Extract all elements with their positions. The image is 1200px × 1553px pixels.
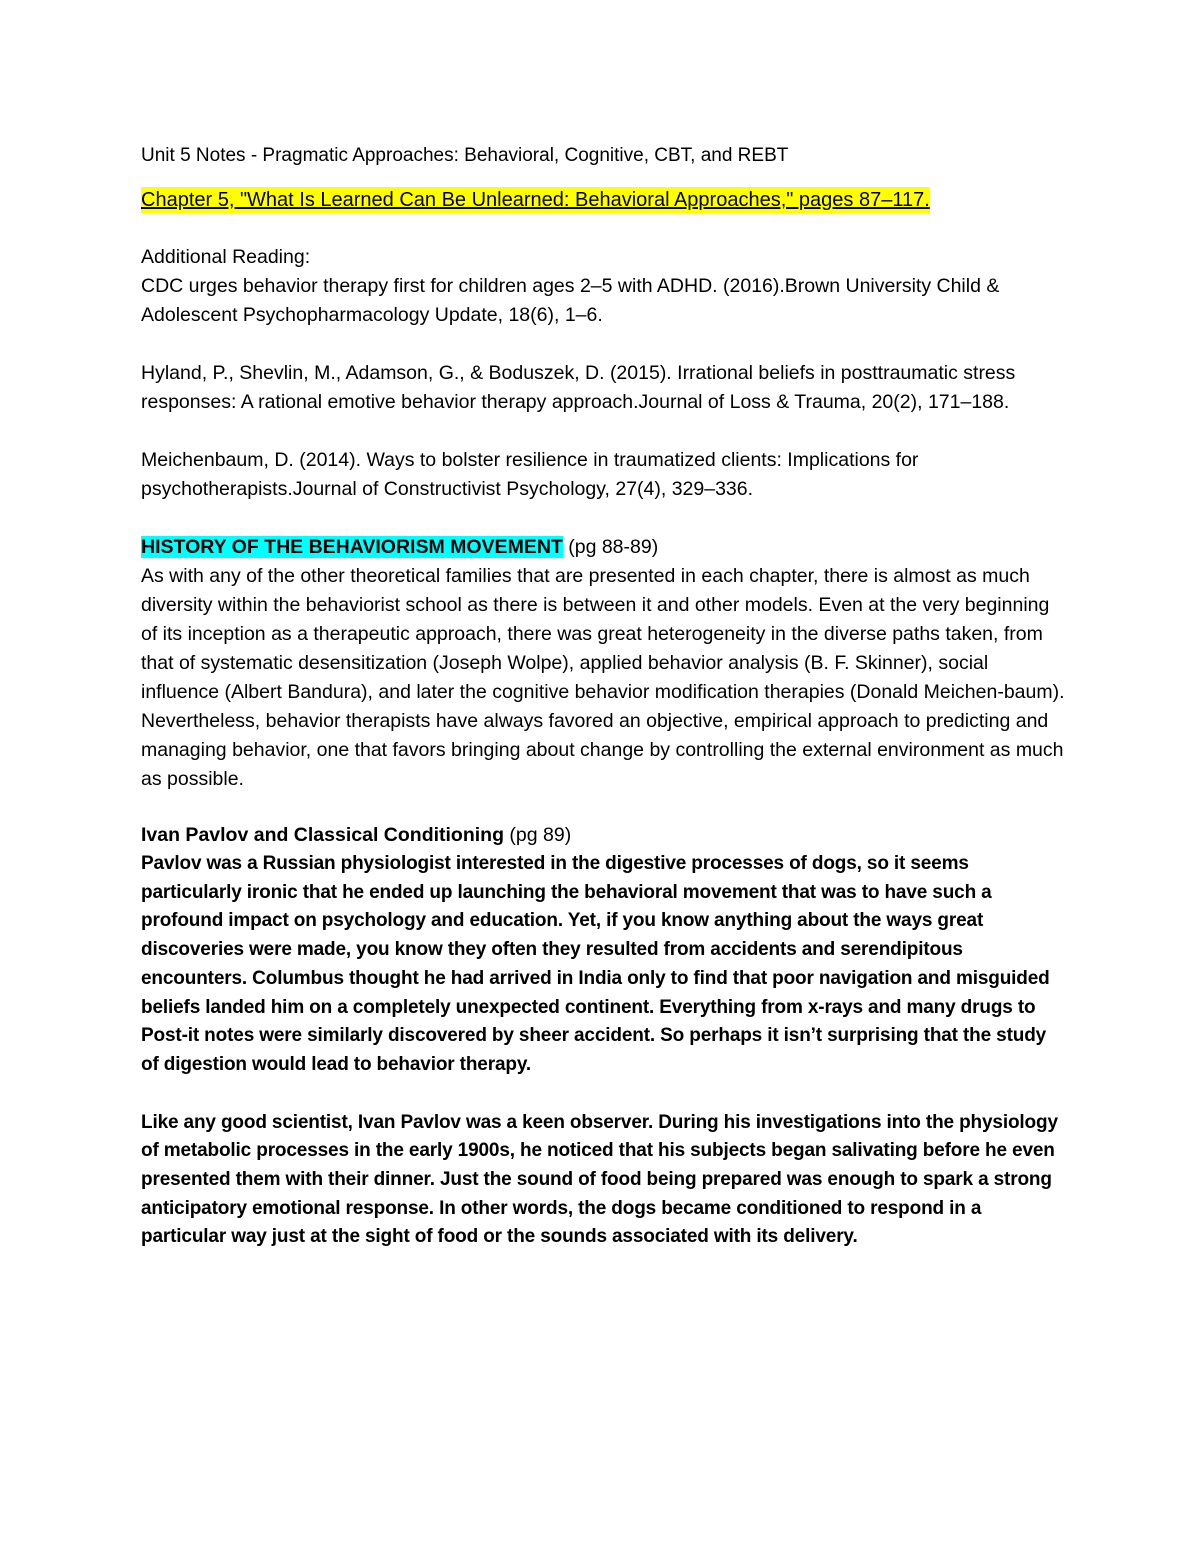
chapter-reference-highlight: Chapter 5, "What Is Learned Can Be Unlearned: Behavioral Approaches," pages 87–117. bbox=[141, 189, 930, 211]
chapter-reference-line bbox=[141, 186, 1066, 215]
pavlov-paragraph-1: Pavlov was a Russian physiologist interested in the digestive processes of dogs, so it seems particularly ironic that he ended up launching the behavioral movement that was to have such a profound impact on psychology and education. Yet, if you know anything about the ways great discoveries were made, you know they often they resulted from accidents and serendipitous encounters. Columbus thought he had arrived in India only to find that poor navigation and misguided beliefs landed him on a completely unexpected continent. Everything from x-rays and many drugs to Post-it notes were similarly discovered by sheer accident. So perhaps it isn’t surprising that the study of digestion would lead to behavior therapy. bbox=[141, 853, 1050, 1075]
pavlov-paragraph-2: Like any good scientist, Ivan Pavlov was a keen observer. During his investigations into the physiology of metabolic processes in the early 1900s, he noticed that his subjects began salivating before he even presented them with their dinner. Just the sound of food being prepared was enough to spark a strong anticipatory emotional response. In other words, the dogs became conditioned to respond in a particular way just at the sight of food or the sounds associated with its delivery. bbox=[141, 1111, 1058, 1248]
document-title: Unit 5 Notes - Pragmatic Approaches: Behavioral, Cognitive, CBT, and REBT bbox=[141, 145, 789, 166]
additional-reading-label: Additional Reading: bbox=[141, 246, 311, 268]
reference-hyland: Hyland, P., Shevlin, M., Adamson, G., & Boduszek, D. (2015). Irrational beliefs in posttraumatic stress responses: A rational emotive behavior therapy approach.Journal of Loss & Trauma, 20(2), 171–188. bbox=[141, 362, 1016, 413]
pavlov-pages: (pg 89) bbox=[504, 824, 572, 846]
history-heading-line bbox=[141, 533, 1066, 562]
history-pages: (pg 88-89) bbox=[562, 536, 659, 558]
pavlov-heading: Ivan Pavlov and Classical Conditioning bbox=[141, 824, 504, 846]
reference-cdc: CDC urges behavior therapy first for children ages 2–5 with ADHD. (2016).Brown University Child & Adolescent Psychopharmacology Update, 18(6), 1–6. bbox=[141, 275, 1000, 326]
history-paragraph: As with any of the other theoretical families that are presented in each chapter, there is almost as much diversity within the behaviorist school as there is between it and other models. Even at the very beginning of its inception as a therapeutic approach, there was great heterogeneity in the diverse paths taken, from that of systematic desensitization (Joseph Wolpe), applied behavior analysis (B. F. Skinner), social influence (Albert Bandura), and later the cognitive behavior modification therapies (Donald Meichen-baum). Nevertheless, behavior therapists have always favored an objective, empirical approach to predicting and managing behavior, one that favors bringing about change by controlling the external environment as much as possible. bbox=[141, 565, 1065, 790]
pavlov-heading-line bbox=[141, 821, 1066, 850]
reference-meichenbaum: Meichenbaum, D. (2014). Ways to bolster resilience in traumatized clients: Implications for psychotherapists.Journal of Constructivist Psychology, 27(4), 329–336. bbox=[141, 449, 919, 500]
history-heading: HISTORY OF THE BEHAVIORISM MOVEMENT bbox=[141, 536, 563, 558]
document-content bbox=[141, 141, 1066, 1281]
